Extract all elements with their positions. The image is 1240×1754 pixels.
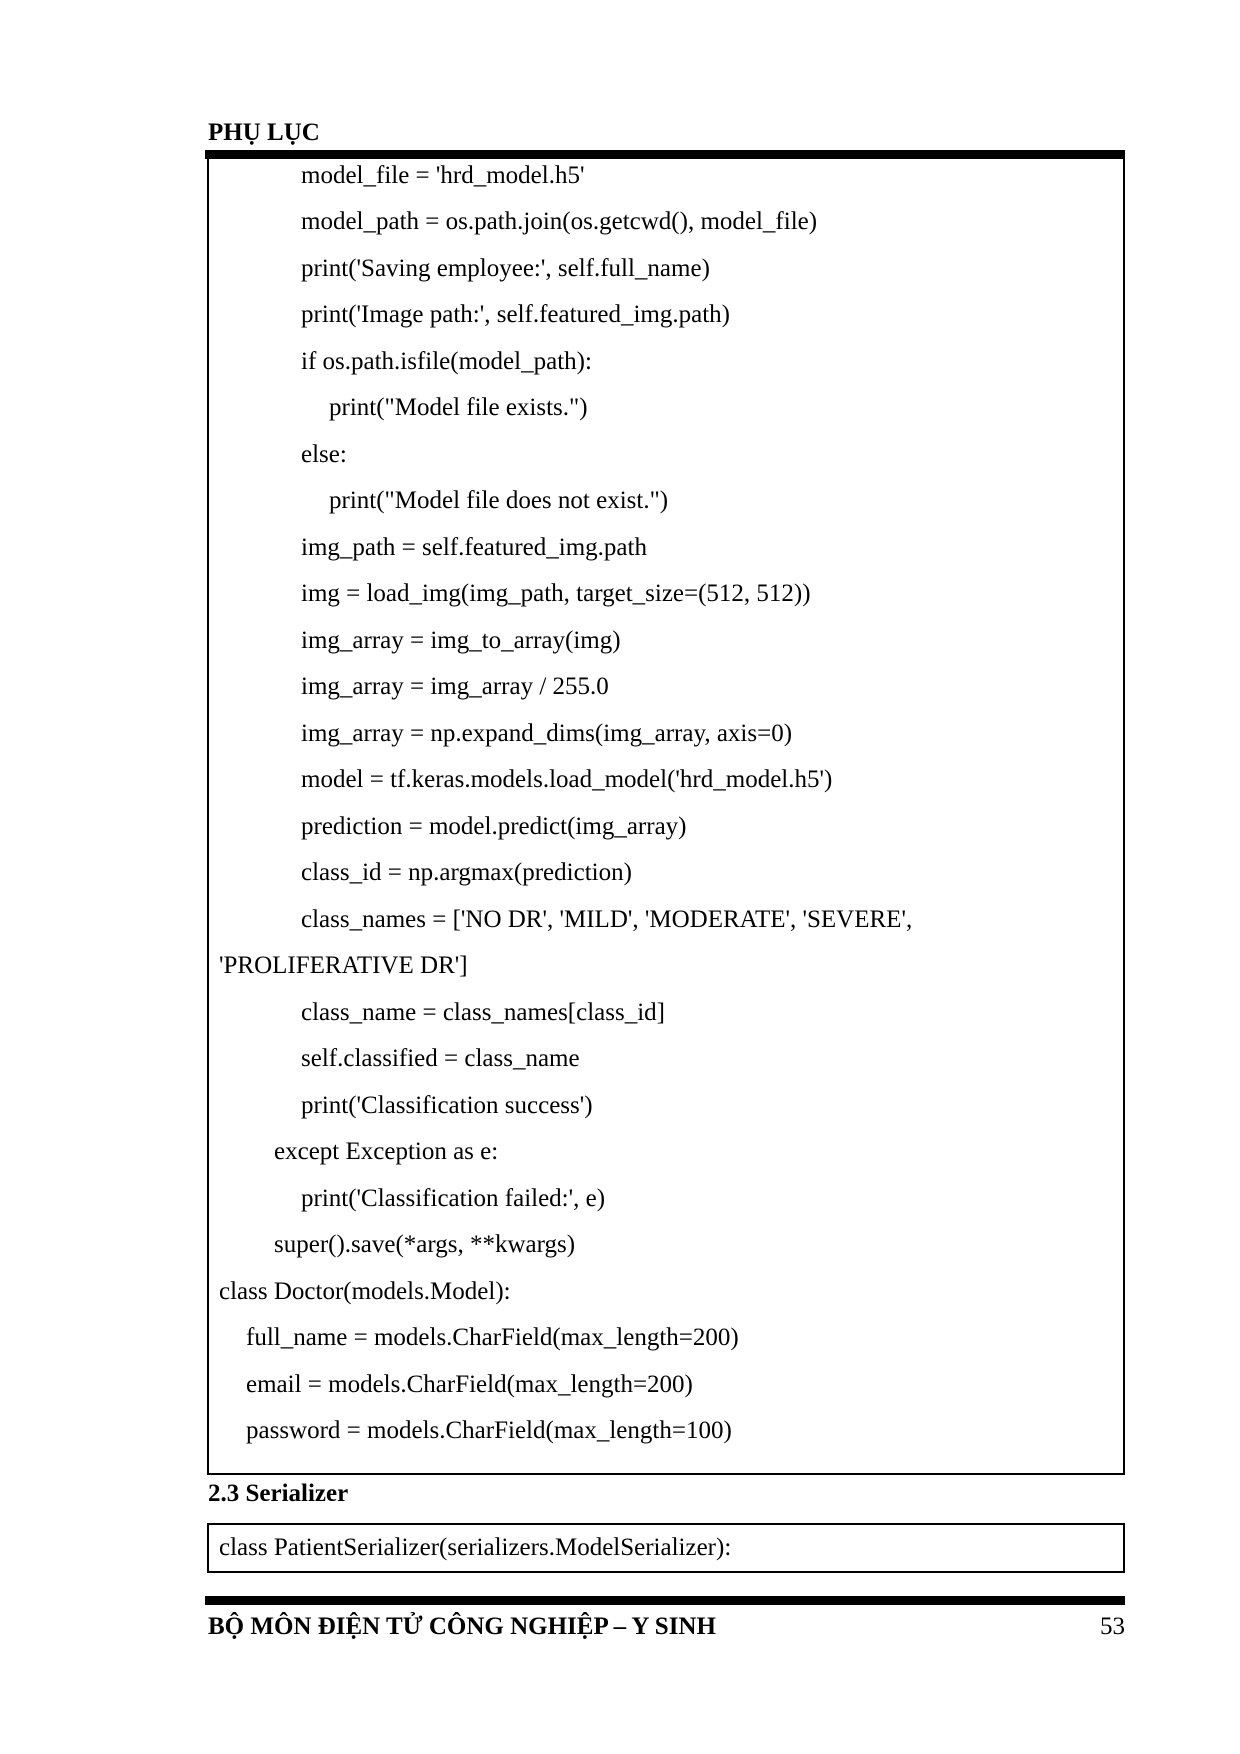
- code-line: img_path = self.featured_img.path: [301, 534, 647, 561]
- code-line: model = tf.keras.models.load_model('hrd_model.h5'): [301, 766, 833, 793]
- code-line: print('Image path:', self.featured_img.path): [301, 301, 730, 328]
- code-line: model_file = 'hrd_model.h5': [301, 162, 585, 189]
- section-heading: 2.3 Serializer: [208, 1480, 349, 1507]
- code-line: class Doctor(models.Model):: [219, 1278, 511, 1305]
- code-line: password = models.CharField(max_length=100): [246, 1417, 732, 1444]
- code-line: class_names = ['NO DR', 'MILD', 'MODERATE', 'SEVERE',: [301, 906, 913, 933]
- code-line: else:: [301, 441, 347, 468]
- code-block-serializer: [207, 1523, 1125, 1573]
- code-line: full_name = models.CharField(max_length=200): [246, 1324, 739, 1351]
- code-line: img_array = img_to_array(img): [301, 627, 621, 654]
- code-line: img = load_img(img_path, target_size=(512, 512)): [301, 580, 811, 607]
- code-line: class_id = np.argmax(prediction): [301, 859, 632, 886]
- code-line: self.classified = class_name: [301, 1045, 580, 1072]
- code-line: prediction = model.predict(img_array): [301, 813, 687, 840]
- code-line: except Exception as e:: [274, 1138, 499, 1165]
- code-block-model: [207, 159, 1125, 1475]
- header-rule: [205, 150, 1125, 159]
- page-number: 53: [1100, 1613, 1125, 1640]
- code-line: model_path = os.path.join(os.getcwd(), model_file): [301, 208, 818, 235]
- code-line: print("Model file exists."): [329, 394, 588, 421]
- code-line: print('Classification success'): [301, 1092, 593, 1119]
- header-title: PHỤ LỤC: [208, 119, 320, 146]
- footer-department: BỘ MÔN ĐIỆN TỬ CÔNG NGHIỆP – Y SINH: [208, 1613, 716, 1640]
- code-line: img_array = img_array / 255.0: [301, 673, 609, 700]
- code-line: class PatientSerializer(serializers.ModelSerializer):: [219, 1534, 732, 1561]
- footer-rule: [205, 1596, 1125, 1605]
- code-line: img_array = np.expand_dims(img_array, axis=0): [301, 720, 793, 747]
- code-line: 'PROLIFERATIVE DR']: [219, 952, 468, 979]
- code-line: email = models.CharField(max_length=200): [246, 1371, 693, 1398]
- code-line: print("Model file does not exist."): [329, 487, 669, 514]
- code-line: super().save(*args, **kwargs): [274, 1231, 576, 1258]
- code-line: print('Classification failed:', e): [301, 1185, 606, 1212]
- code-line: class_name = class_names[class_id]: [301, 999, 665, 1026]
- code-line: if os.path.isfile(model_path):: [301, 348, 592, 375]
- code-line: print('Saving employee:', self.full_name): [301, 255, 710, 282]
